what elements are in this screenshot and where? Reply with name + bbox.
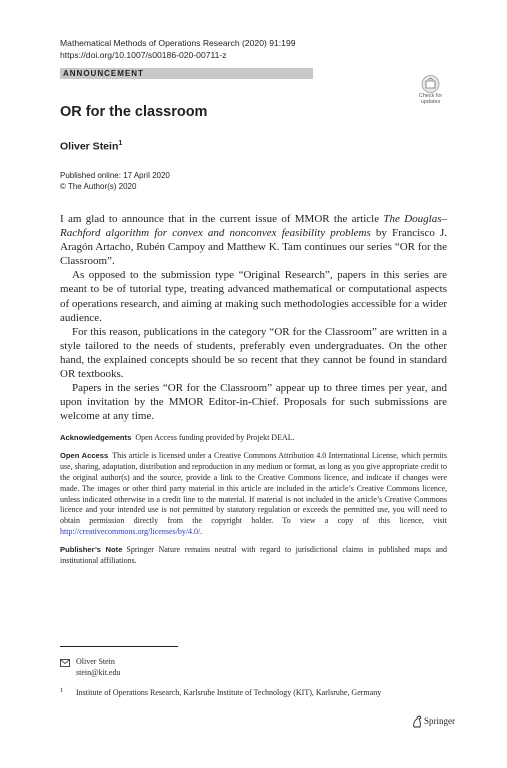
affiliation-text: Institute of Operations Research, Karlsruhe Institute of Technology (KIT), Karlsruhe, Germany (76, 688, 382, 697)
pn-label: Publisher’s Note (60, 545, 123, 555)
published-date: Published online: 17 April 2020 (60, 171, 170, 180)
oa-label: Open Access (60, 450, 109, 460)
contact-email[interactable]: stein@kit.edu (76, 667, 121, 677)
acknowledgements (60, 433, 447, 444)
author (60, 140, 122, 153)
article-title: OR for the classroom (60, 104, 208, 120)
check-updates-label (413, 93, 448, 105)
article-type-bar (60, 68, 313, 79)
affiliation-number: 1 (60, 687, 64, 694)
body-paragraph-1 (60, 212, 447, 268)
article-type-label: ANNOUNCEMENT (63, 69, 144, 78)
p1-cited-article: The Douglas–Rachford algorithm for convex and nonconvex feasibility problems (60, 213, 447, 240)
springer-wordmark: Springer (424, 716, 455, 726)
body-paragraph-3: For this reason, publications in the category “OR for the Classroom” are written in a style tailored to the needs of students, preferably even undergraduates. On the other hand, the explained concepts should be so recent that they cannot be found in standard OR textbooks. (60, 325, 447, 381)
author-affil-mark: 1 (118, 140, 123, 147)
pn-text: Springer Nature remains neutral with regard to jurisdictional claims in published maps and institutional affiliations. (60, 545, 448, 566)
oa-text: This article is licensed under a Creative Commons Attribution 4.0 International License, which permits use, sharing, adaptation, distribution and reproduction in any medium or format, as long as you give appropriate credit to the original author(s) and the source, provide a link to the Creative Commons licence, and indicate if changes were made. The images or other third party material in this article are included in the article’s Creative Commons licence, unless indicated otherwise in a credit line to the material. If material is not included in the article’s Creative Commons licence and your intended use is not permitted by statutory regulation or exceeds the permitted use, you will need to obtain permission directly from the copyright holder. To view a copy of this licence, visit (60, 450, 448, 526)
open-access-note (60, 451, 447, 538)
journal-header (60, 37, 296, 61)
article-body (60, 212, 447, 423)
contact-details (76, 657, 120, 679)
body-paragraph-2: As opposed to the submission type “Original Research”, papers in this series are meant to be of tutorial type, treating advanced mathematical or computational aspects of operations research, and aiming at making such methodologies accessible for a wider audience. (60, 269, 448, 324)
p1-text-b: by Francisco J. Aragón Artacho, Rubén Campoy and Matthew K. Tam continues our series “OR for the Classroom”. (60, 227, 447, 268)
author-name[interactable]: Oliver Stein (60, 140, 119, 153)
copyright: © The Author(s) 2020 (60, 182, 137, 191)
springer-logo (412, 715, 455, 729)
ack-text: Open Access funding provided by Projekt DEAL. (135, 433, 295, 442)
check-updates-line1: Check for (418, 93, 443, 99)
ack-label: Acknowledgements (60, 433, 132, 442)
notes (60, 433, 447, 574)
springer-horse-icon (412, 715, 423, 728)
body-paragraph-4: Papers in the series “OR for the Classroom” appear up to three times per year, and upon invitation by the MMOR Editor-in-Chief. Proposals for such submissions are welcome at any time. (60, 382, 447, 423)
p1-text-a: I am glad to announce that in the current issue of MMOR the article (60, 213, 384, 225)
check-updates-icon (413, 75, 448, 95)
oa-end: . (200, 527, 203, 537)
check-for-updates-badge[interactable] (413, 75, 448, 108)
doi-link[interactable]: https://doi.org/10.1007/s00186-020-00711-z (60, 50, 227, 60)
publishers-note (60, 545, 447, 567)
journal-citation: Mathematical Methods of Operations Research (2020) 91:199 (60, 38, 296, 48)
contact-name: Oliver Stein (76, 657, 115, 666)
footnote-rule (60, 646, 178, 647)
licence-link[interactable]: http://creativecommons.org/licenses/by/4.0/ (60, 527, 201, 537)
check-updates-line2: updates (420, 99, 441, 105)
envelope-icon (60, 659, 70, 667)
publication-info (60, 170, 170, 192)
